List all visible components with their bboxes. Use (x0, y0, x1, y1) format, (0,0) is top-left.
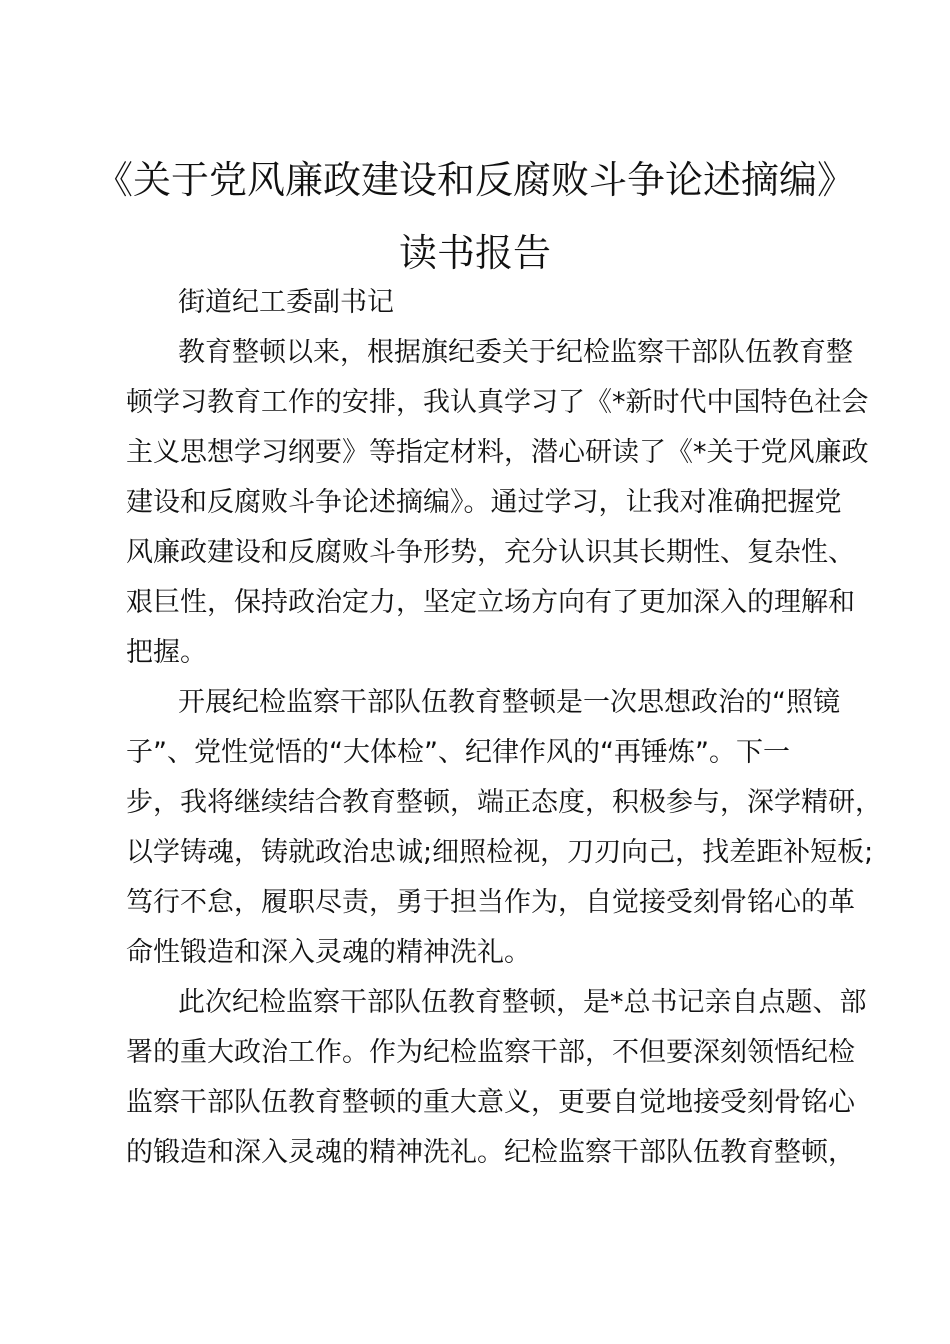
paragraph-2-line-5: 笃行不怠，履职尽责，勇于担当作为，自觉接受刻骨铭心的革 (126, 887, 855, 918)
author-line: 街道纪工委副书记 (178, 287, 394, 318)
paragraph-1-line-5: 风廉政建设和反腐败斗争形势，充分认识其长期性、复杂性、 (126, 537, 855, 568)
document-title-line-2: 读书报告 (398, 231, 551, 275)
paragraph-1-line-2: 顿学习教育工作的安排，我认真学习了《*新时代中国特色社会 (126, 387, 869, 418)
paragraph-3-line-2: 署的重大政治工作。作为纪检监察干部，不但要深刻领悟纪检 (126, 1037, 855, 1068)
paragraph-3-line-3: 监察干部队伍教育整顿的重大意义，更要自觉地接受刻骨铭心 (126, 1087, 855, 1118)
document-title-line-1: 《关于党风廉政建设和反腐败斗争论述摘编》 (94, 158, 855, 202)
paragraph-1-line-3: 主义思想学习纲要》等指定材料，潜心研读了《*关于党风廉政 (126, 437, 869, 468)
paragraph-2-line-3: 步，我将继续结合教育整顿，端正态度，积极参与，深学精研， (126, 787, 882, 818)
paragraph-2-line-1: 开展纪检监察干部队伍教育整顿是一次思想政治的“照镜 (178, 687, 840, 718)
paragraph-1-line-4: 建设和反腐败斗争论述摘编》。通过学习，让我对准确把握党 (126, 487, 842, 518)
paragraph-2-line-6: 命性锻造和深入灵魂的精神洗礼。 (126, 937, 531, 968)
paragraph-3-line-4: 的锻造和深入灵魂的精神洗礼。纪检监察干部队伍教育整顿， (126, 1137, 855, 1168)
paragraph-1-line-7: 把握。 (126, 637, 207, 668)
paragraph-2-line-4: 以学铸魂，铸就政治忠诚;细照检视，刀刃向己，找差距补短板; (126, 837, 874, 868)
paragraph-2-line-2: 子”、党性觉悟的“大体检”、纪律作风的“再锤炼”。下一 (126, 737, 790, 768)
paragraph-1-line-1: 教育整顿以来，根据旗纪委关于纪检监察干部队伍教育整 (178, 337, 853, 368)
paragraph-1-line-6: 艰巨性，保持政治定力，坚定立场方向有了更加深入的理解和 (126, 587, 855, 618)
paragraph-3-line-1: 此次纪检监察干部队伍教育整顿，是*总书记亲自点题、部 (178, 987, 867, 1018)
